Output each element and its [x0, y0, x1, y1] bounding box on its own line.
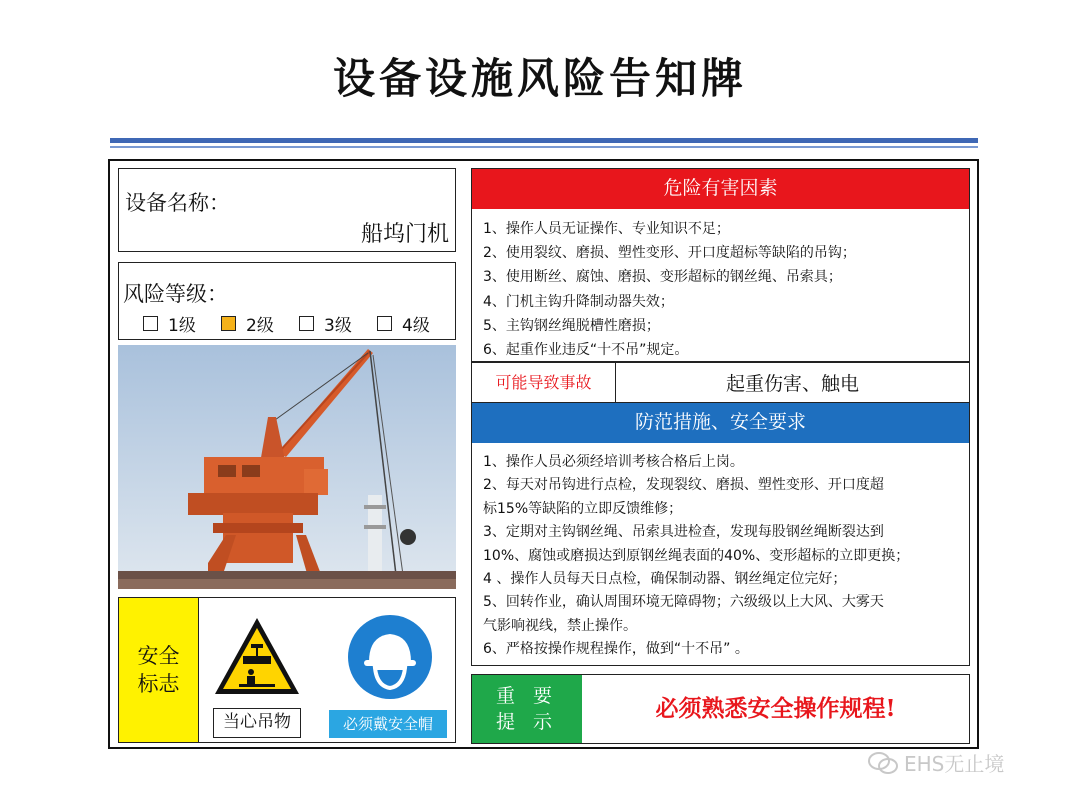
checkbox-icon — [377, 316, 392, 331]
possible-accidents-label: 可能导致事故 — [472, 363, 616, 403]
risk-level-option-label: 1级 — [168, 316, 196, 336]
measure-line: 标15%等缺陷的立即反馈维修； — [483, 500, 683, 517]
important-notice-label-line2: 提 示 — [495, 711, 559, 733]
risk-level-option-label: 4级 — [402, 316, 430, 336]
watermark — [868, 748, 1004, 777]
measure-line: 5、回转作业，确认周围环境无障碍物；六级级以上大风、大雾天 — [483, 594, 884, 611]
title-divider-thick — [110, 138, 978, 143]
watermark-text: EHS无止境 — [904, 752, 1005, 776]
safety-measures-box — [471, 402, 970, 666]
risk-level-box — [118, 262, 456, 340]
hazard-item: 3、使用断丝、腐蚀、磨损、变形超标的钢丝绳、吊索具； — [483, 269, 842, 286]
measure-line: 10%、腐蚀或磨损达到原钢丝绳表面的40%、变形超标的立即更换； — [483, 547, 910, 564]
hard-hat-mandatory-label: 必须戴安全帽 — [329, 710, 447, 738]
safety-signs-label — [119, 598, 199, 742]
overhead-load-warning-icon — [211, 614, 303, 704]
hazard-item: 1、操作人员无证操作、专业知识不足； — [483, 221, 730, 237]
risk-level-option — [377, 311, 455, 336]
measure-line: 2、每天对吊钩进行点检，发现裂纹、磨损、塑性变形、开口度超 — [483, 477, 884, 494]
equipment-name-label: 设备名称： — [125, 191, 230, 215]
risk-level-option — [143, 311, 221, 336]
equipment-name-value: 船坞门机 — [360, 222, 449, 247]
equipment-name-box — [118, 168, 456, 252]
overhead-load-warning-label: 当心吊物 — [213, 708, 301, 738]
safety-measures-header: 防范措施、安全要求 — [472, 403, 969, 443]
measure-line: 气影响视线，禁止操作。 — [483, 617, 637, 634]
risk-level-options — [143, 311, 455, 336]
checkbox-icon — [143, 316, 158, 331]
important-notice-label — [472, 675, 582, 743]
page-title: 设备设施风险告知牌 — [332, 54, 747, 103]
possible-accidents-row — [471, 362, 970, 404]
hard-hat-mandatory-icon — [347, 614, 433, 704]
measure-line: 3、定期对主钩钢丝绳、吊索具进检查，发现每股钢丝绳断裂达到 — [483, 524, 884, 541]
hazard-item: 2、使用裂纹、磨损、塑性变形、开口度超标等缺陷的吊钩； — [483, 245, 856, 262]
important-notice-label-line1: 重 要 — [495, 685, 559, 707]
measure-line: 6、严格按操作规程操作，做到“十不吊” 。 — [483, 641, 749, 658]
hazard-item: 4、门机主钩升降制动器失效； — [483, 293, 674, 310]
hazard-factors-list — [483, 217, 856, 362]
measure-line: 1、操作人员必须经培训考核合格后上岗。 — [483, 454, 744, 470]
checkbox-icon — [299, 316, 314, 331]
hazard-factors-box — [471, 168, 970, 362]
wechat-icon — [868, 751, 898, 775]
important-notice-message: 必须熟悉安全操作规程! — [655, 695, 896, 722]
risk-level-option-label: 3级 — [324, 316, 352, 336]
possible-accidents-value: 起重伤害、触电 — [725, 373, 859, 395]
measure-line: 4 、操作人员每天日点检，确保制动器、钢丝绳定位完好； — [483, 571, 847, 588]
safety-signs-label-text: 安全 标志 — [137, 644, 180, 696]
important-notice-box — [471, 674, 970, 744]
risk-level-label: 风险等级： — [123, 282, 228, 306]
title-divider-thin — [110, 146, 978, 148]
hazard-item: 5、主钩钢丝绳脱槽性磨损； — [483, 317, 660, 334]
safety-measures-list — [483, 451, 909, 662]
risk-level-option-label: 2级 — [246, 316, 274, 336]
hazard-factors-header: 危险有害因素 — [472, 169, 969, 209]
risk-level-option — [221, 311, 299, 336]
safety-signs-box — [118, 597, 456, 743]
crane-photo — [118, 345, 456, 589]
risk-level-option — [299, 311, 377, 336]
hazard-item: 6、起重作业违反“十不吊”规定。 — [483, 342, 689, 359]
checkbox-icon — [221, 316, 236, 331]
